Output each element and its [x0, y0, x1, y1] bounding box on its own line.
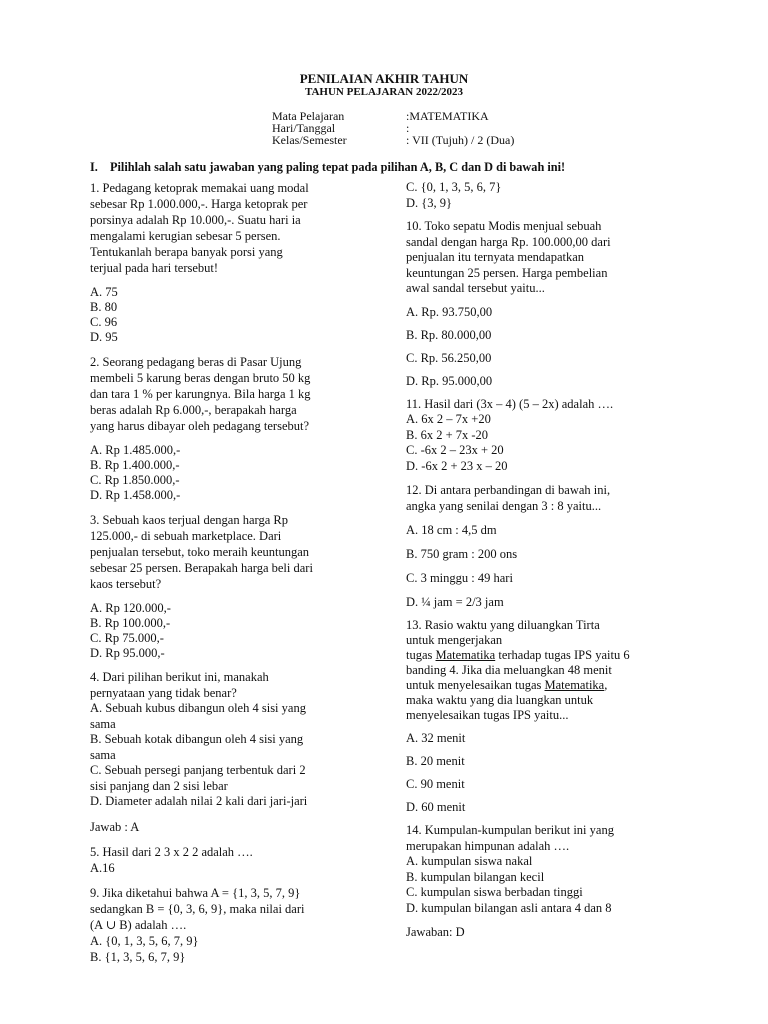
option-a: A. Rp. 93.750,00 — [406, 304, 493, 319]
option-b: B. 6x 2 + 7x -20 — [406, 427, 489, 442]
options-q9-continued — [406, 180, 682, 211]
question-text: 13. Rasio waktu yang diluangkan Tirta — [406, 618, 600, 632]
question-1 — [90, 180, 364, 276]
question-text: penjualan itu ternyata mendapatkan — [406, 250, 585, 264]
question-text: keuntungan 25 persen. Harga pembelian — [406, 265, 608, 280]
option-d: D. ¼ jam = 2/3 jam — [406, 595, 504, 609]
question-text: dan tara 1 % per karungnya. Bila harga 1 kg — [90, 387, 311, 401]
question-13 — [406, 618, 682, 723]
option-a: sama — [90, 716, 116, 731]
question-14 — [406, 823, 682, 916]
option-a: A. 32 menit — [406, 731, 466, 745]
option-b: sama — [90, 747, 116, 762]
question-text: merupakan himpunan adalah …. — [406, 838, 570, 853]
question-text: membeli 5 karung beras dengan bruto 50 kg — [90, 371, 311, 385]
option-a: A.16 — [90, 860, 115, 875]
question-text: 9. Jika diketahui bahwa A = {1, 3, 5, 7, 9} — [90, 885, 301, 900]
text-segment: untuk menyelesaikan tugas — [406, 678, 545, 692]
question-text: untuk mengerjakan — [406, 633, 503, 647]
question-text: awal sandal tersebut yaitu... — [406, 281, 545, 295]
option-c: C. Sebuah persegi panjang terbentuk dari 2 — [90, 763, 306, 777]
question-text: maka waktu yang dia luangkan untuk — [406, 693, 594, 707]
option-c: C. 90 menit — [406, 777, 465, 791]
option-d: D. {3, 9} — [406, 195, 453, 210]
question-10 — [406, 219, 682, 297]
question-2 — [90, 354, 364, 434]
document-subtitle: TAHUN PELAJARAN 2022/2023 — [304, 86, 464, 98]
question-text: penjualan tersebut, toko meraih keuntungan — [90, 545, 310, 559]
question-text: angka yang senilai dengan 3 : 8 yaitu... — [406, 499, 602, 513]
instruction-text: Pilihlah salah satu jawaban yang paling tepat pada pilihan A, B, C dan D di bawah ini! — [110, 160, 566, 174]
option-b: B. Rp 1.400.000,- — [90, 458, 180, 472]
question-text: 3. Sebuah kaos terjual dengan harga Rp — [90, 513, 288, 527]
option-d: D. 95 — [90, 330, 118, 344]
question-5 — [90, 844, 364, 876]
option-b: B. Sebuah kotak dibangun oleh 4 sisi yang — [90, 732, 304, 746]
option-d: D. -6x 2 + 23 x – 20 — [406, 458, 508, 473]
options-q13 — [406, 730, 682, 815]
options-q3 — [90, 601, 364, 661]
question-text: 125.000,- di sebuah marketplace. Dari — [90, 529, 282, 543]
right-column — [406, 180, 682, 940]
option-b: B. 80 — [90, 300, 118, 314]
question-text: terjual pada hari tersebut! — [90, 261, 219, 275]
question-text: 4. Dari pilihan berikut ini, manakah — [90, 670, 269, 684]
question-text: mengalami kerugian sebesar 5 persen. — [90, 229, 281, 243]
question-text: beras adalah Rp 6.000,-, berapakah harga — [90, 403, 297, 417]
question-text: porsinya adalah Rp 10.000,-. Suatu hari ia — [90, 213, 301, 227]
question-text: (A ∪ B) adalah …. — [90, 917, 187, 932]
meta-value-subject: :MATEMATIKA — [406, 109, 489, 123]
option-b: B. {1, 3, 5, 6, 7, 9} — [90, 949, 186, 964]
question-text: sandal dengan harga Rp. 100.000,00 dari — [406, 234, 611, 249]
option-c: C. 3 minggu : 49 hari — [406, 571, 513, 585]
question-text: 2. Seorang pedagang beras di Pasar Ujung — [90, 355, 302, 369]
question-text: yang harus dibayar oleh pedagang tersebut? — [90, 419, 310, 433]
option-b: B. kumpulan bilangan kecil — [406, 869, 545, 884]
option-c: C. {0, 1, 3, 5, 6, 7} — [406, 180, 502, 194]
subject-underlined: Matematika — [435, 648, 496, 662]
text-segment: , — [604, 678, 608, 692]
question-text — [406, 648, 682, 663]
meta-value-date: : — [406, 121, 410, 135]
question-text: 5. Hasil dari 2 3 x 2 2 adalah …. — [90, 844, 253, 859]
answer-q14: Jawaban: D — [406, 925, 465, 939]
option-c: C. kumpulan siswa berbadan tinggi — [406, 885, 583, 899]
question-text: 12. Di antara perbandingan di bawah ini, — [406, 483, 611, 497]
subject-underlined: Matematika — [544, 678, 605, 692]
option-a: A. 6x 2 – 7x +20 — [406, 412, 491, 426]
question-12 — [406, 482, 682, 514]
question-text: sedangkan B = {0, 3, 6, 9}, maka nilai dari — [90, 901, 305, 916]
question-3 — [90, 512, 364, 592]
section-number: I. — [90, 160, 98, 174]
text-segment: tugas — [406, 648, 436, 662]
question-text: pernyataan yang tidak benar? — [90, 685, 237, 700]
option-d: D. Rp. 95.000,00 — [406, 373, 493, 388]
option-a: A. Rp 120.000,- — [90, 601, 171, 615]
option-a: A. kumpulan siswa nakal — [406, 854, 533, 868]
options-q1 — [90, 285, 364, 345]
question-text: Tentukanlah berapa banyak porsi yang — [90, 245, 283, 259]
answer-q4: Jawab : A — [90, 819, 140, 834]
option-a: A. Rp 1.485.000,- — [90, 443, 181, 457]
options-q12 — [406, 522, 682, 610]
question-4 — [90, 670, 364, 810]
option-a: A. 75 — [90, 285, 118, 299]
left-column — [90, 180, 364, 965]
meta-label-class: Kelas/Semester — [272, 133, 347, 147]
question-text: 11. Hasil dari (3x – 4) (5 – 2x) adalah …. — [406, 396, 614, 411]
option-d: D. Rp 95.000,- — [90, 646, 165, 660]
option-a: A. {0, 1, 3, 5, 6, 7, 9} — [90, 933, 199, 948]
option-a: A. 18 cm : 4,5 dm — [406, 523, 497, 537]
text-segment: terhadap tugas IPS yaitu 6 — [495, 648, 630, 662]
option-c: C. -6x 2 – 23x + 20 — [406, 443, 504, 457]
option-c: C. Rp 75.000,- — [90, 631, 164, 645]
option-c: C. Rp. 56.250,00 — [406, 350, 492, 365]
question-text: 10. Toko sepatu Modis menjual sebuah — [406, 219, 602, 233]
meta-value-class: : VII (Tujuh) / 2 (Dua) — [406, 133, 515, 147]
option-b: B. Rp 100.000,- — [90, 616, 171, 630]
option-d: D. 60 menit — [406, 800, 466, 814]
option-d: D. Diameter adalah nilai 2 kali dari jari-jari — [90, 794, 308, 808]
question-text: kaos tersebut? — [90, 577, 162, 591]
option-b: B. Rp. 80.000,00 — [406, 327, 492, 342]
options-q10 — [406, 304, 682, 389]
options-q2 — [90, 443, 364, 503]
document-title: PENILAIAN AKHIR TAHUN — [299, 71, 469, 86]
option-d: D. kumpulan bilangan asli antara 4 dan 8 — [406, 900, 612, 915]
question-text: menyelesaikan tugas IPS yaitu... — [406, 708, 569, 722]
question-text: sebesar Rp 1.000.000,-. Harga ketoprak per — [90, 197, 308, 211]
option-c: sisi panjang dan 2 sisi lebar — [90, 778, 228, 793]
question-text: 14. Kumpulan-kumpulan berikut ini yang — [406, 823, 614, 837]
question-text: sebesar 25 persen. Berapakah harga beli dari — [90, 561, 313, 575]
option-b: B. 20 menit — [406, 754, 465, 768]
question-text — [406, 678, 682, 693]
option-d: D. Rp 1.458.000,- — [90, 488, 181, 502]
question-text: banding 4. Jika dia meluangkan 48 menit — [406, 663, 612, 677]
option-a: A. Sebuah kubus dibangun oleh 4 sisi yang — [90, 701, 306, 715]
option-c: C. Rp 1.850.000,- — [90, 473, 180, 487]
meta-label-date: Hari/Tanggal — [272, 121, 336, 135]
question-9 — [90, 885, 364, 965]
section-instruction — [90, 160, 565, 175]
option-c: C. 96 — [90, 315, 118, 329]
meta-label-subject: Mata Pelajaran — [272, 109, 345, 123]
question-text: 1. Pedagang ketoprak memakai uang modal — [90, 181, 309, 195]
option-b: B. 750 gram : 200 ons — [406, 547, 518, 561]
question-11 — [406, 397, 682, 475]
